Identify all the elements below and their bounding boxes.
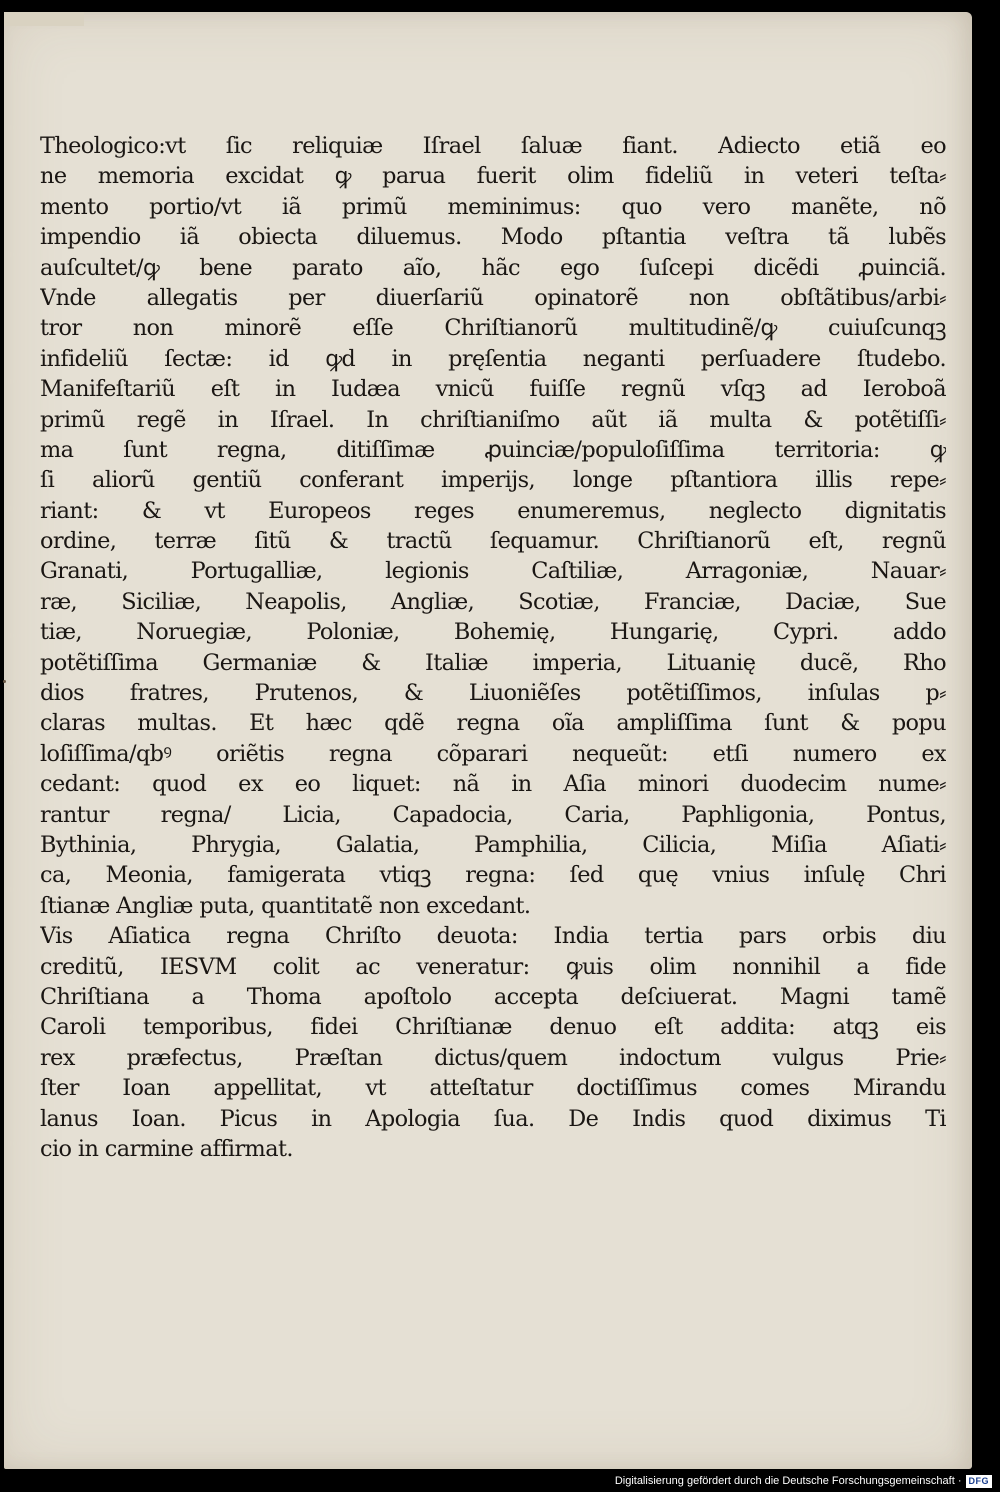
text-line: Manifeſtariũ eſt in Iudæa vnicũ fuiſſe regnũ vſqꝫ ad Ieroboã bbox=[40, 376, 946, 403]
text-line: ne memoria excidat ꝙ parua fuerit olim fideliũ in veteri teſta⸗ bbox=[40, 163, 946, 190]
text-line: impendio iã obiecta diluemus. Modo pſtantia veſtra tã lubẽs bbox=[40, 224, 946, 251]
text-line: Theologico:vt ſic reliquiæ Iſrael ſaluæ fiant. Adiecto etiã eo bbox=[40, 133, 946, 159]
text-line: tiæ, Noruegiæ, Poloniæ, Bohemię, Hungarię, Cypri. addo bbox=[40, 619, 946, 646]
text-line: dios fratres, Prutenos, & Liuoniẽſes potẽtiſſimos, inſulas p⸗ bbox=[40, 680, 946, 707]
dfg-logo: DFG bbox=[966, 1475, 993, 1488]
text-line: ca, Meonia, famigerata vtiqꝫ regna: ſed quę vnius inſulę Chri bbox=[40, 862, 946, 889]
text-line: infideliũ ſectæ: id ꝙd in pręſentia neganti perſuadere ſtudebo. bbox=[40, 345, 946, 372]
text-line: tror non minorẽ eſſe Chriſtianorũ multitudinẽ/ꝙ cuiuſcunqꝫ bbox=[40, 315, 946, 342]
text-line: Vnde allegatis per diuerſariũ opinatorẽ non obſtãtibus/arbi⸗ bbox=[40, 284, 946, 311]
body-text bbox=[40, 131, 946, 1164]
text-line: ordine, terræ ſitũ & tractũ ſequamur. Chriſtianorũ eſt, regnũ bbox=[40, 528, 946, 555]
text-line: rantur regna/ Licia, Capadocia, Caria, Paphligonia, Pontus, bbox=[40, 801, 946, 828]
text-line: creditũ, IESVM colit ac veneratur: ꝙuis olim nonnihil a fide bbox=[40, 953, 946, 980]
text-line: cedant: quod ex eo liquet: nã in Aſia minori duodecim nume⸗ bbox=[40, 771, 946, 798]
text-line: Caroli temporibus, fidei Chriſtianæ denuo eſt addita: atqꝫ eis bbox=[40, 1014, 946, 1041]
text-line: Bythinia, Phrygia, Galatia, Pamphilia, Cilicia, Miſia Aſiati⸗ bbox=[40, 831, 946, 858]
text-line: Granati, Portugalliæ, legionis Caſtiliæ, Arragoniæ, Nauar⸗ bbox=[40, 558, 946, 585]
text-line: ſi aliorũ gentiũ conferant imperijs, longe pſtantiora illis repe⸗ bbox=[40, 467, 946, 494]
text-line: ræ, Siciliæ, Neapolis, Angliæ, Scotiæ, Franciæ, Daciæ, Sue bbox=[40, 588, 946, 615]
text-line: auſcultet/ꝙ bene parato aĩo, hãc ego ſuſcepi dicẽdi ꝓuinciã. bbox=[40, 254, 946, 281]
page-corner-tab bbox=[4, 12, 84, 26]
text-line: cio in carmine affirmat. bbox=[40, 1135, 293, 1162]
text-line: riant: & vt Europeos reges enumeremus, neglecto dignitatis bbox=[40, 497, 946, 524]
text-line: ſtianæ Angliæ puta, quantitatẽ non excedant. bbox=[40, 892, 531, 919]
text-line: claras multas. Et hæc qdẽ regna oĩa ampliſſima ſunt & popu bbox=[40, 710, 946, 737]
book-page bbox=[4, 12, 972, 1469]
text-line: mento portio/vt iã primũ meminimus: quo vero manẽte, nõ bbox=[40, 193, 946, 220]
text-line: Chriſtiana a Thoma apoſtolo accepta deſciuerat. Magni tamẽ bbox=[40, 983, 946, 1010]
text-line: ſter Ioan appellitat, vt atteſtatur doctiſſimus comes Mirandu bbox=[40, 1075, 946, 1102]
text-line: lanus Ioan. Picus in Apologia ſua. De Indis quod diximus Ti bbox=[40, 1105, 946, 1132]
text-line: potẽtiſſima Germaniæ & Italiæ imperia, Lituanię ducẽ, Rho bbox=[40, 649, 946, 676]
text-line: rex præfectus, Præſtan dictus/quem indoctum vulgus Prie⸗ bbox=[40, 1044, 946, 1071]
credit-text: Digitalisierung gefördert durch die Deutsche Forschungsgemeinschaft · bbox=[614, 1475, 962, 1487]
text-line: Vis Aſiatica regna Chriſto deuota: India tertia pars orbis diu bbox=[40, 923, 946, 950]
text-line: loſiſſima/qbꝰ oriẽtis regna cõparari nequeũt: etſi numero ex bbox=[40, 740, 946, 767]
text-line: ma ſunt regna, ditiſſimæ ꝓuinciæ/populoſiſſima territoria: ꝙ bbox=[40, 436, 946, 463]
margin-mark bbox=[3, 680, 6, 683]
digitization-credit bbox=[615, 1473, 992, 1489]
text-line: primũ regẽ in Iſrael. In chriſtianiſmo aũt iã multa & potẽtiſſi⸗ bbox=[40, 406, 946, 433]
